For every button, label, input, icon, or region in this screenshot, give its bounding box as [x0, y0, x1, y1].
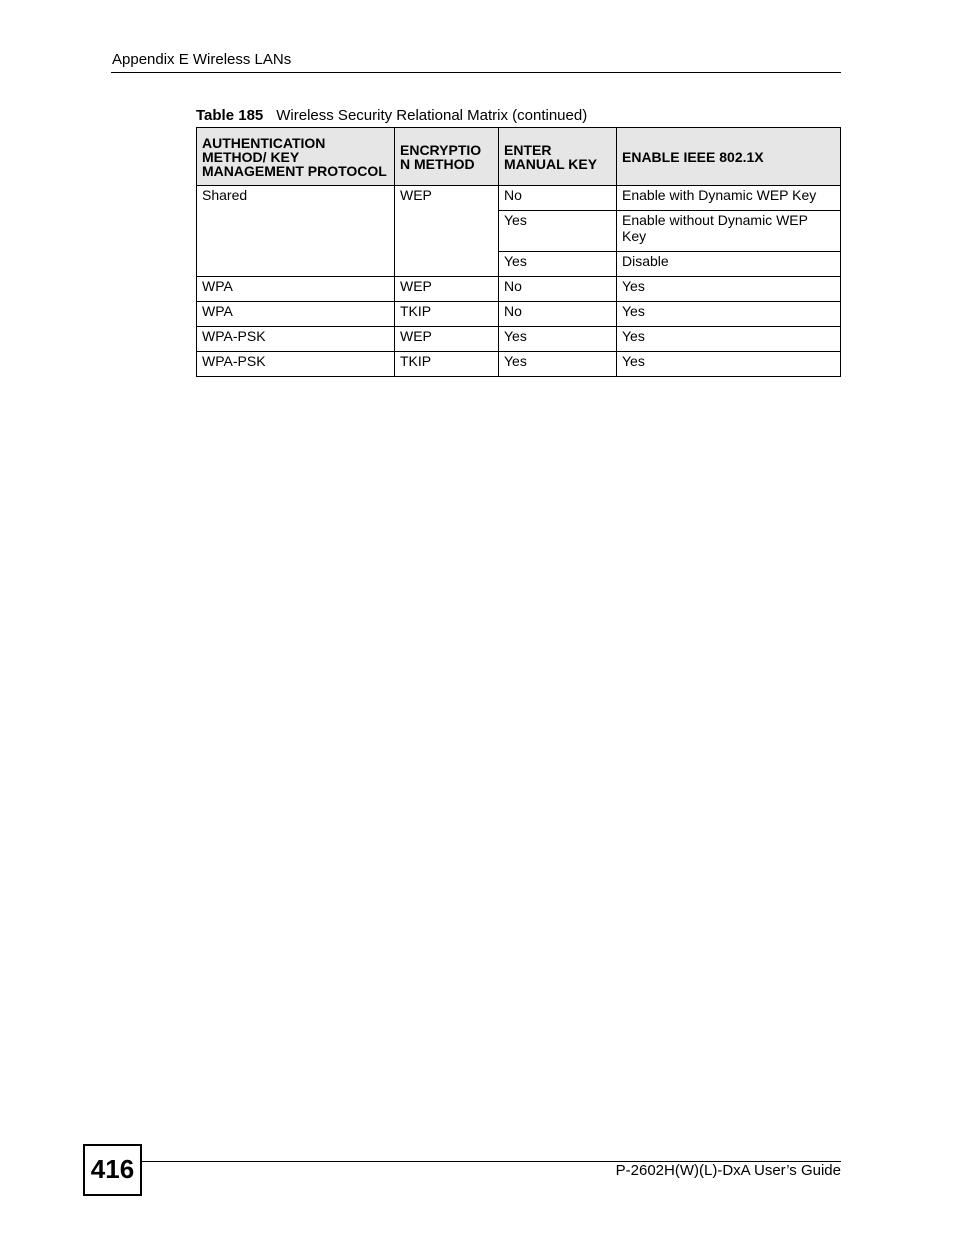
cell-auth: WPA-PSK	[197, 352, 395, 377]
security-matrix-table	[196, 127, 841, 377]
page-header	[111, 51, 841, 73]
cell-manual-key: Yes	[499, 252, 617, 277]
cell-manual-key: Yes	[499, 211, 617, 252]
table-row	[197, 352, 841, 377]
page-number: 416	[90, 1154, 135, 1184]
cell-ieee8021x: Yes	[617, 327, 841, 352]
table-row	[197, 277, 841, 302]
cell-auth: WPA-PSK	[197, 327, 395, 352]
guide-title: P-2602H(W)(L)-DxA User’s Guide	[615, 1162, 841, 1179]
table-row	[197, 327, 841, 352]
cell-encryption: WEP	[395, 277, 499, 302]
column-header-manual-key: ENTER MANUAL KEY	[499, 128, 617, 186]
cell-ieee8021x: Yes	[617, 277, 841, 302]
column-header-encryption: ENCRYPTIO N METHOD	[395, 128, 499, 186]
cell-manual-key: No	[499, 302, 617, 327]
cell-manual-key: No	[499, 186, 617, 211]
column-header-ieee8021x: ENABLE IEEE 802.1X	[617, 128, 841, 186]
column-header-auth: AUTHENTICATION METHOD/ KEY MANAGEMENT PROTOCOL	[197, 128, 395, 186]
page-number-box	[83, 1144, 142, 1196]
table-title: Wireless Security Relational Matrix (continued)	[276, 107, 588, 124]
cell-auth: WPA	[197, 277, 395, 302]
cell-auth: Shared	[197, 186, 395, 277]
section-title: Appendix E Wireless LANs	[112, 51, 292, 68]
cell-auth: WPA	[197, 302, 395, 327]
cell-ieee8021x: Yes	[617, 302, 841, 327]
cell-ieee8021x: Disable	[617, 252, 841, 277]
cell-ieee8021x: Enable with Dynamic WEP Key	[617, 186, 841, 211]
cell-encryption: TKIP	[395, 302, 499, 327]
cell-manual-key: Yes	[499, 352, 617, 377]
table-number: Table 185	[196, 107, 264, 124]
cell-ieee8021x: Enable without Dynamic WEP Key	[617, 211, 841, 252]
table-header-row	[197, 128, 841, 186]
cell-ieee8021x: Yes	[617, 352, 841, 377]
cell-manual-key: Yes	[499, 327, 617, 352]
cell-encryption: TKIP	[395, 352, 499, 377]
table-row	[197, 302, 841, 327]
table-caption	[196, 107, 587, 125]
cell-encryption: WEP	[395, 327, 499, 352]
cell-manual-key: No	[499, 277, 617, 302]
table-row	[197, 186, 841, 211]
cell-encryption: WEP	[395, 186, 499, 277]
